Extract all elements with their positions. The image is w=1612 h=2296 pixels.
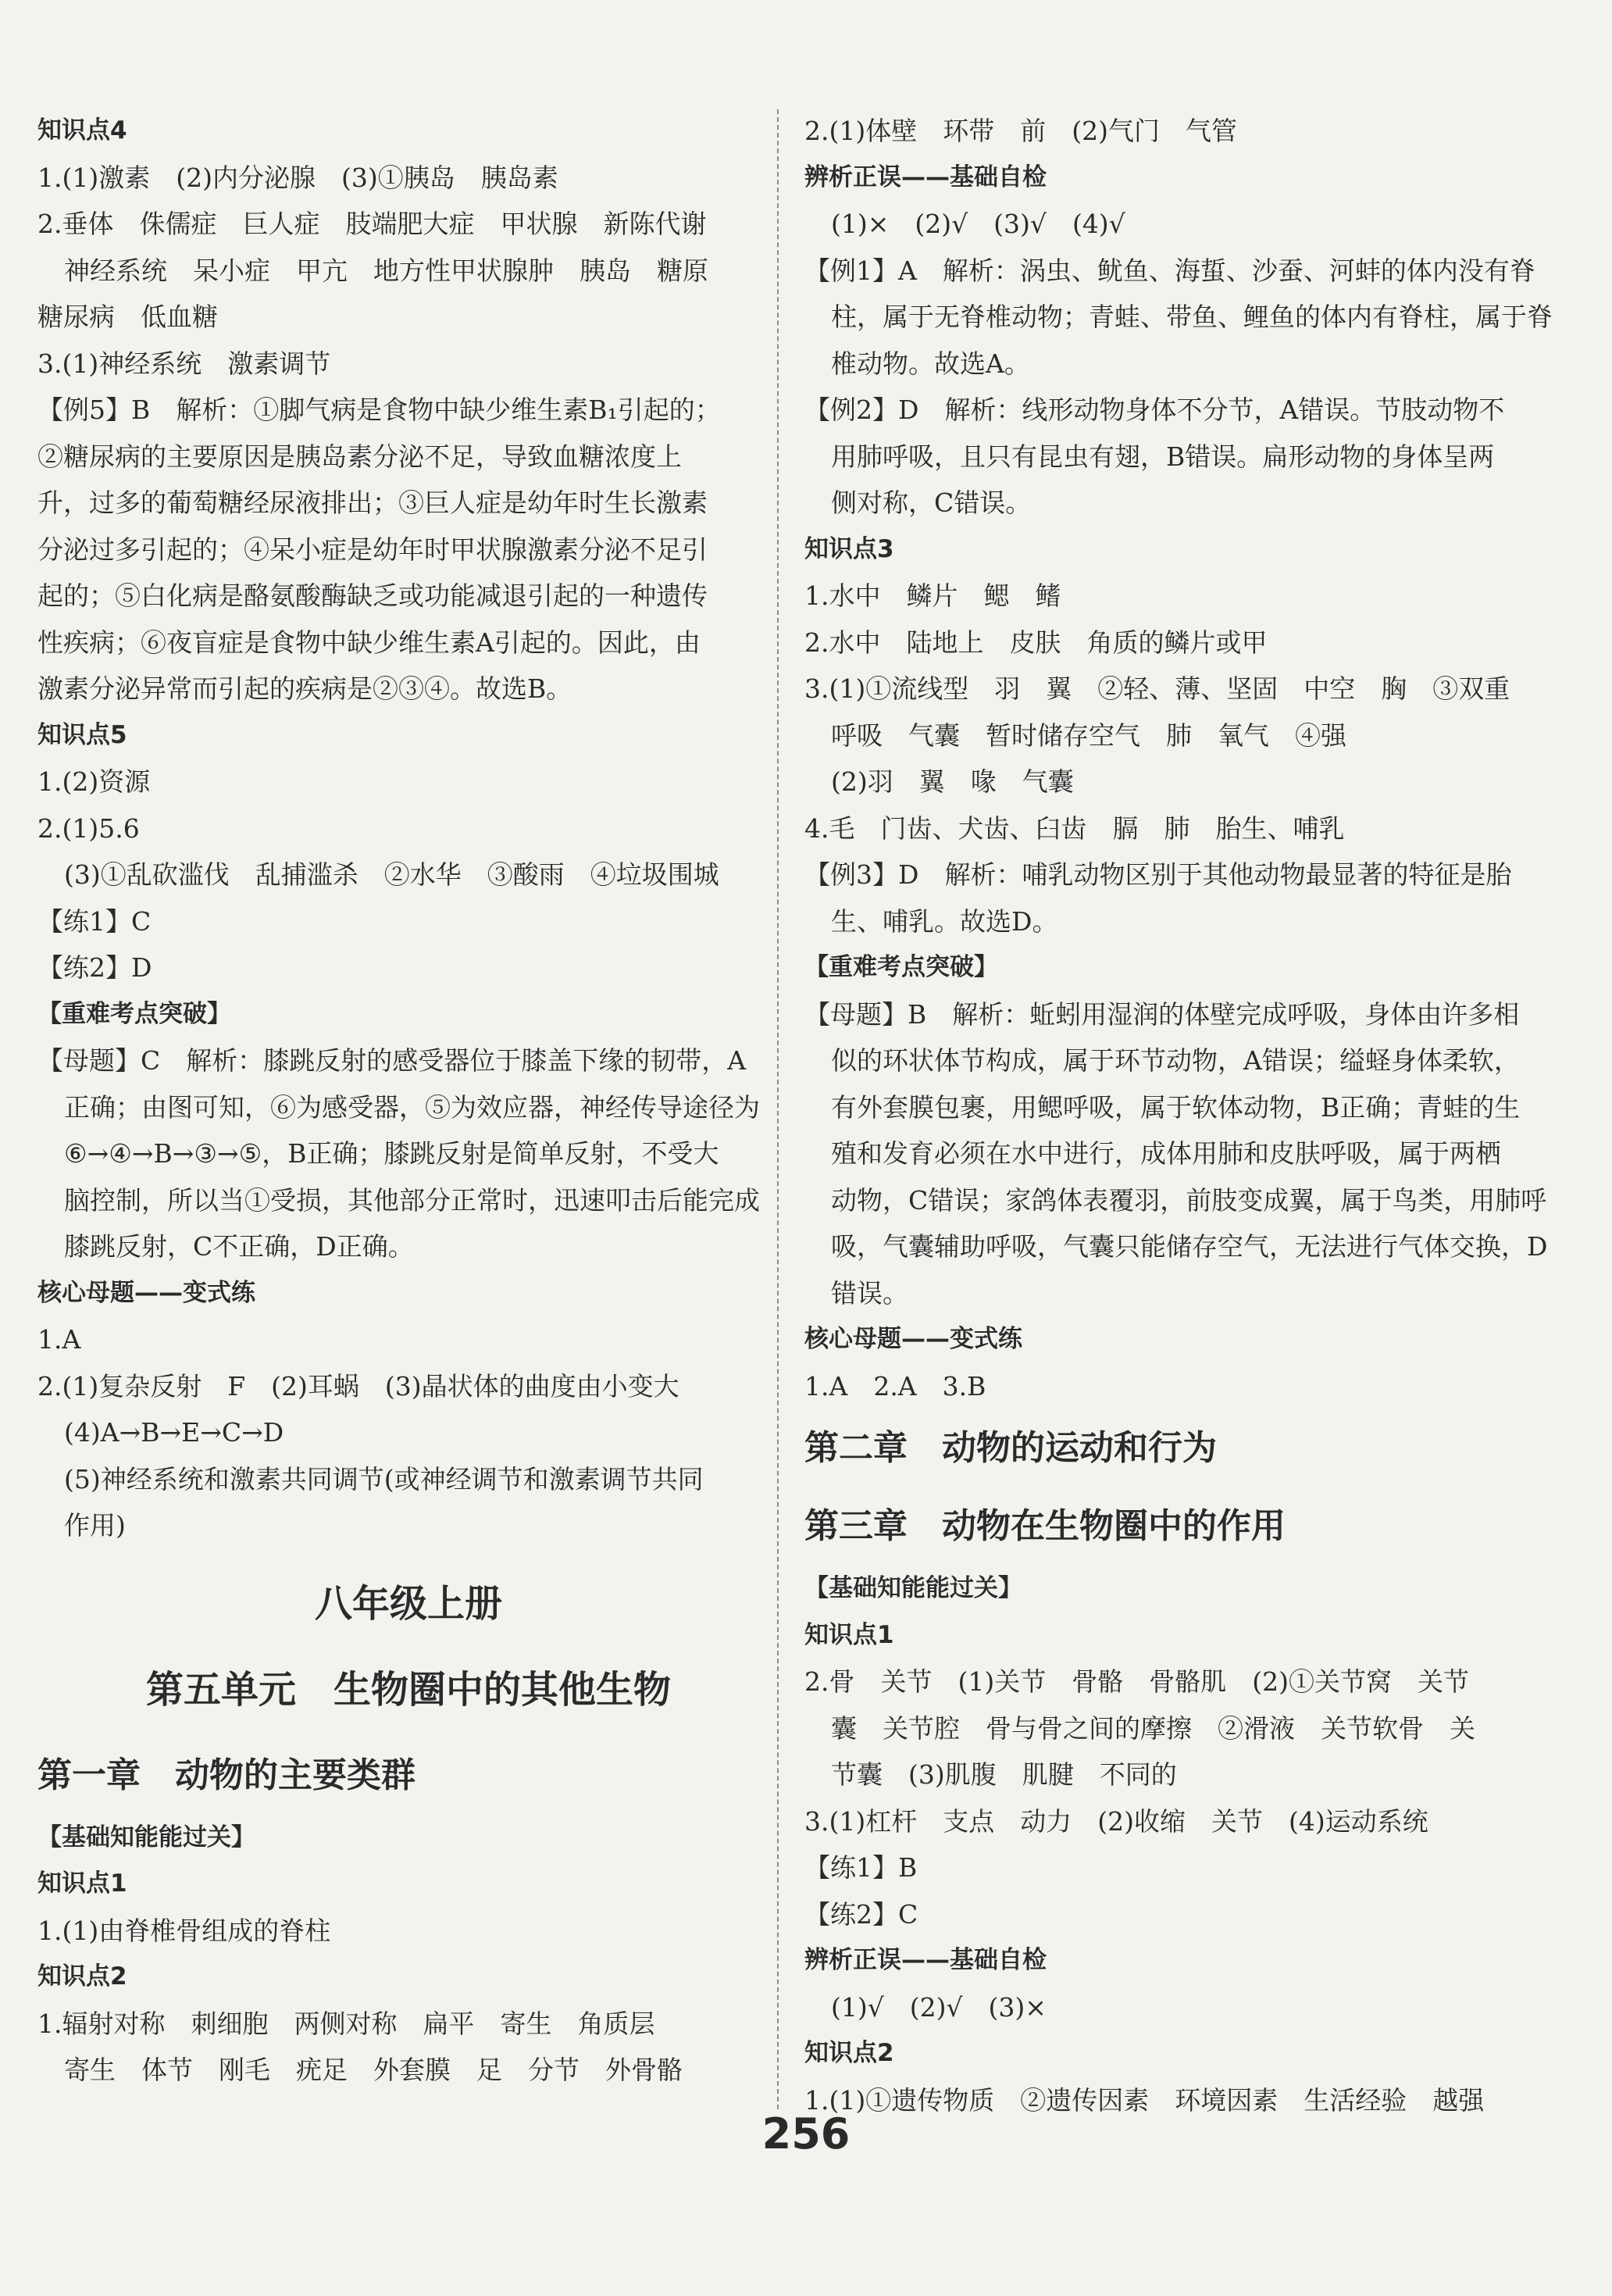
right-text-block [804, 108, 1553, 1409]
right-lines-line: 3.(1)①流线型 羽 翼 ②轻、薄、坚固 中空 胸 ③双重 [804, 673, 1510, 704]
right-lines2-line: 1.(1)①遗传物质 ②遗传因素 环境因素 生活经验 越强 [804, 2084, 1485, 2116]
right-lines-line: 2.(1)体壁 环带 前 (2)气门 气管 [804, 116, 1237, 146]
right-lines2-line: 【基础知能能过关】 [804, 1574, 1022, 1602]
right-lines-line: 【例2】D 解析：线形动物身体不分节，A错误。节肢动物不 [804, 395, 1505, 425]
right-lines2-line: 知识点2 [804, 2039, 894, 2067]
left-lines-line: 2.(1)复杂反射 F (2)耳蜗 (3)晶状体的曲度由小变大 [37, 1370, 679, 1402]
page-number: 256 [761, 2109, 851, 2159]
chapter-title: 第一章 动物的主要类群 [37, 1755, 415, 1795]
left-lines-line: ②糖尿病的主要原因是胰岛素分泌不足，导致血糖浓度上 [37, 441, 682, 472]
left-lines-line: 3.(1)神经系统 激素调节 [37, 348, 331, 379]
left-lines2-line: 【基础知能能过关】 [37, 1823, 255, 1851]
unit-title: 第五单元 生物圈中的其他生物 [145, 1667, 671, 1712]
left-lines-line: 2.(1)5.6 [37, 812, 140, 844]
left-lines-line: 升，过多的葡萄糖经尿液排出；③巨人症是幼年时生长激素 [37, 487, 708, 518]
right-lines2-line: 囊 关节腔 骨与骨之间的摩擦 ②滑液 关节软骨 关 [831, 1712, 1475, 1744]
left-lines-line: 糖尿病 低血糖 [37, 302, 218, 332]
left-lines-line: 分泌过多引起的；④呆小症是幼年时甲状腺激素分泌不足引 [37, 534, 708, 565]
left-lines-line: 起的；⑤白化病是酪氨酸酶缺乏或功能减退引起的一种遗传 [37, 580, 708, 611]
left-lines2-line: 1.辐射对称 刺细胞 两侧对称 扁平 寄生 角质层 [37, 2008, 655, 2039]
right-lines2-line: 2.骨 关节 (1)关节 骨骼 骨骼肌 (2)①关节窝 关节 [804, 1666, 1469, 1697]
left-lines-line: ⑥→④→B→③→⑤，B正确；膝跳反射是简单反射，不受大 [64, 1138, 719, 1169]
left-lines-line: 【母题】C 解析：膝跳反射的感受器位于膝盖下缘的韧带，A [37, 1045, 747, 1076]
right-lines2-line: 节囊 (3)肌腹 肌腱 不同的 [831, 1759, 1177, 1790]
left-lines-line: 【例5】B 解析：①脚气病是食物中缺少维生素B₁引起的； [37, 395, 721, 425]
left-text-block-2 [37, 1815, 779, 2094]
right-lines-line: (2)羽 翼 喙 气囊 [831, 766, 1074, 797]
right-lines-line: 1.A 2.A 3.B [804, 1370, 986, 1402]
grade-title: 八年级上册 [314, 1581, 502, 1626]
right-lines-line: 柱，属于无脊椎动物；青蛙、带鱼、鲤鱼的体内有脊柱，属于脊 [831, 302, 1553, 332]
left-lines-line: 作用) [64, 1510, 126, 1541]
right-lines-line: 【重难考点突破】 [804, 953, 998, 981]
left-lines2-line: 1.(1)由脊椎骨组成的脊柱 [37, 1915, 331, 1946]
left-lines2-line: 知识点1 [37, 1869, 127, 1898]
left-lines-line: 性疾病；⑥夜盲症是食物中缺少维生素A引起的。因此，由 [37, 627, 701, 658]
left-lines-line: 【练1】C [37, 905, 152, 937]
left-lines-line: 1.A [37, 1324, 81, 1355]
right-lines-line: 用肺呼吸，且只有昆虫有翅，B错误。扁形动物的身体呈两 [831, 441, 1495, 472]
right-lines-line: 2.水中 陆地上 皮肤 角质的鳞片或甲 [804, 627, 1268, 658]
right-lines-line: 殖和发育必须在水中进行，成体用肺和皮肤呼吸，属于两栖 [831, 1138, 1501, 1169]
left-lines-line: 脑控制，所以当①受损，其他部分正常时，迅速叩击后能完成 [64, 1184, 760, 1216]
right-lines-line: 动物，C错误；家鸽体表覆羽，前肢变成翼，属于鸟类，用肺呼 [831, 1184, 1547, 1216]
right-lines2-line: 【练1】B [804, 1852, 918, 1883]
right-lines-line: 【例1】A 解析：涡虫、鱿鱼、海蜇、沙蚕、河蚌的体内没有脊 [804, 255, 1535, 286]
left-lines-line: (3)①乱砍滥伐 乱捕滥杀 ②水华 ③酸雨 ④垃圾围城 [64, 859, 719, 890]
left-lines-line: 【重难考点突破】 [37, 999, 231, 1028]
right-lines-line: 1.水中 鳞片 鳃 鳍 [804, 580, 1061, 611]
left-lines-line: 正确；由图可知，⑥为感受器，⑤为效应器，神经传导途径为 [64, 1091, 760, 1123]
left-lines-line: 激素分泌异常而引起的疾病是②③④。故选B。 [37, 673, 572, 704]
left-lines-line: 知识点4 [37, 116, 127, 145]
right-lines-line: 有外套膜包裹，用鳃呼吸，属于软体动物，B正确；青蛙的生 [831, 1091, 1521, 1123]
right-column [804, 108, 1553, 2123]
left-lines-line: 【练2】D [37, 952, 152, 983]
right-lines-line: (1)× (2)√ (3)√ (4)√ [831, 209, 1125, 239]
left-lines-line: 2.垂体 侏儒症 巨人症 肢端肥大症 甲状腺 新陈代谢 [37, 209, 707, 239]
right-lines2-line: (1)√ (2)√ (3)× [831, 1991, 1047, 2023]
chapter-2-title: 第二章 动物的运动和行为 [804, 1428, 1217, 1468]
left-lines-line: (5)神经系统和激素共同调节(或神经调节和激素调节共同 [64, 1463, 704, 1494]
right-lines-line: 生、哺乳。故选D。 [831, 905, 1058, 937]
left-lines-line: 1.(1)激素 (2)内分泌腺 (3)①胰岛 胰岛素 [37, 162, 558, 193]
right-lines2-line: 【练2】C [804, 1898, 918, 1930]
right-lines-line: 核心母题——变式练 [804, 1325, 1022, 1353]
left-lines-line: 知识点5 [37, 720, 127, 749]
left-column [37, 108, 779, 2094]
left-lines-line: (4)A→B→E→C→D [64, 1417, 284, 1448]
right-lines-line: 知识点3 [804, 534, 894, 563]
right-lines2-line: 辨析正误——基础自检 [804, 1946, 1047, 1974]
right-lines-line: 似的环状体节构成，属于环节动物，A错误；缢蛏身体柔软， [831, 1045, 1520, 1076]
chapter-3-title: 第三章 动物在生物圈中的作用 [804, 1506, 1286, 1546]
left-lines-line: 核心母题——变式练 [37, 1278, 255, 1307]
right-lines-line: 侧对称，C错误。 [831, 487, 1032, 518]
right-lines-line: 错误。 [831, 1277, 908, 1309]
left-lines-line: 神经系统 呆小症 甲亢 地方性甲状腺肿 胰岛 糖原 [64, 255, 708, 286]
left-lines2-line: 寄生 体节 刚毛 疣足 外套膜 足 分节 外骨骼 [64, 2055, 683, 2085]
right-lines2-line: 知识点1 [804, 1620, 894, 1649]
left-lines-line: 1.(2)资源 [37, 766, 151, 797]
left-text-block [37, 108, 779, 1549]
right-lines2-line: 3.(1)杠杆 支点 动力 (2)收缩 关节 (4)运动系统 [804, 1805, 1428, 1837]
right-lines-line: 吸，气囊辅助呼吸，气囊只能储存空气，无法进行气体交换，D [831, 1231, 1548, 1262]
right-text-block-2 [804, 1566, 1546, 2123]
right-lines-line: 呼吸 气囊 暂时储存空气 肺 氧气 ④强 [831, 720, 1346, 751]
right-lines-line: 【母题】B 解析：蚯蚓用湿润的体壁完成呼吸，身体由许多相 [804, 998, 1520, 1030]
right-lines-line: 椎动物。故选A。 [831, 348, 1030, 379]
right-lines-line: 辨析正误——基础自检 [804, 162, 1047, 191]
left-lines-line: 膝跳反射，C不正确，D正确。 [64, 1231, 414, 1262]
right-lines-line: 4.毛 门齿、犬齿、臼齿 膈 肺 胎生、哺乳 [804, 812, 1345, 844]
right-lines-line: 【例3】D 解析：哺乳动物区别于其他动物最显著的特征是胎 [804, 859, 1512, 890]
left-lines2-line: 知识点2 [37, 1962, 127, 1991]
